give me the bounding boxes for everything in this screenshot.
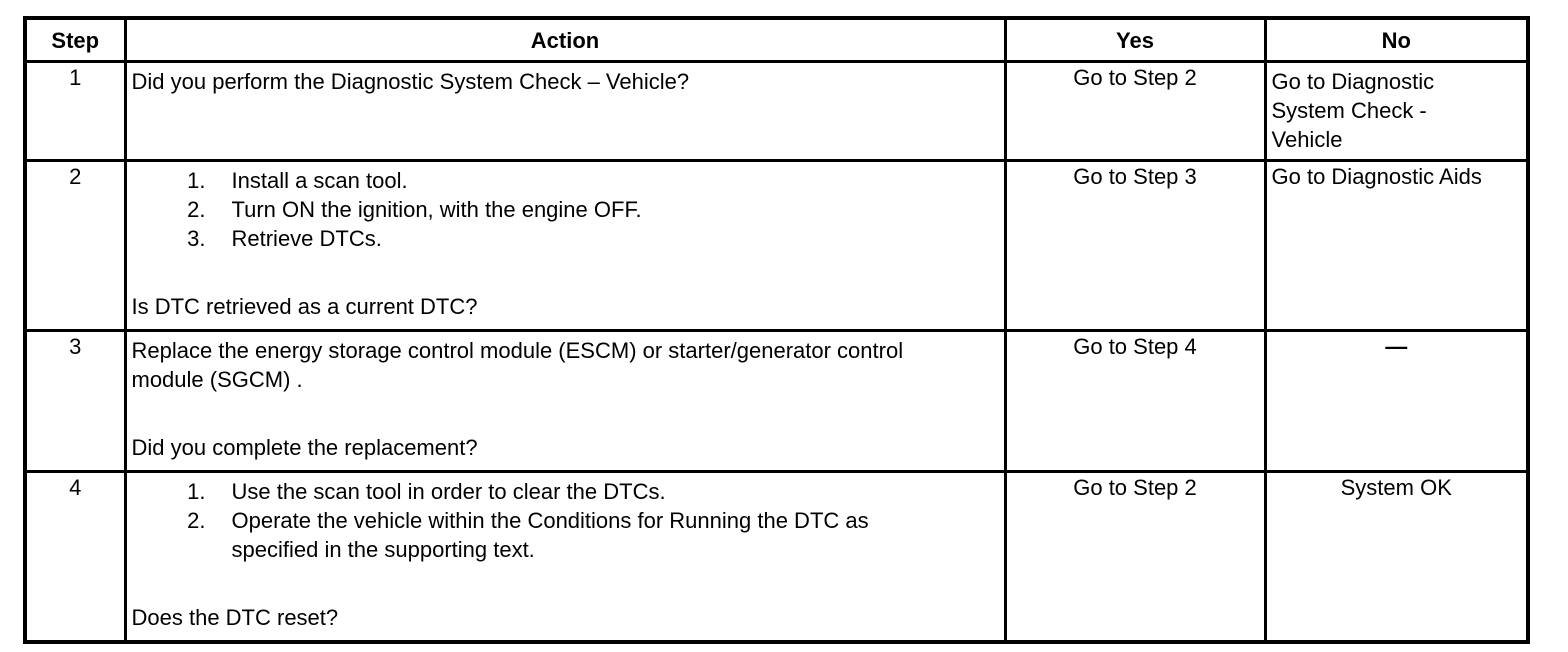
instruction-list bbox=[132, 477, 999, 564]
header-no: No bbox=[1265, 18, 1528, 62]
header-action: Action bbox=[125, 18, 1005, 62]
list-item bbox=[132, 195, 999, 224]
list-item bbox=[132, 477, 999, 506]
action-question: Does the DTC reset? bbox=[131, 605, 339, 630]
step-number: 4 bbox=[25, 472, 125, 643]
action-text: Did you perform the Diagnostic System Check – Vehicle? bbox=[131, 69, 690, 94]
list-number: 2. bbox=[187, 197, 206, 222]
list-text: Retrieve DTCs. bbox=[231, 226, 382, 251]
no-cell: — bbox=[1265, 331, 1528, 472]
action-cell bbox=[125, 331, 1005, 472]
yes-cell: Go to Step 3 bbox=[1005, 161, 1265, 331]
list-number: 2. bbox=[187, 508, 206, 533]
list-item bbox=[132, 506, 999, 564]
list-text: Use the scan tool in order to clear the DTCs. bbox=[231, 479, 666, 504]
list-number: 1. bbox=[187, 168, 206, 193]
header-yes: Yes bbox=[1005, 18, 1265, 62]
list-text: Operate the vehicle within the Conditions for Running the DTC as specified in the supporting text. bbox=[231, 508, 869, 562]
action-question: Is DTC retrieved as a current DTC? bbox=[131, 294, 478, 319]
header-row bbox=[25, 18, 1528, 62]
list-number: 1. bbox=[187, 479, 206, 504]
table-row bbox=[25, 331, 1528, 472]
action-cell bbox=[125, 161, 1005, 331]
list-text: Turn ON the ignition, with the engine OFF. bbox=[231, 197, 642, 222]
header-step: Step bbox=[25, 18, 125, 62]
action-cell bbox=[125, 472, 1005, 643]
diagnostic-table bbox=[23, 16, 1530, 644]
table-row bbox=[25, 472, 1528, 643]
instruction-list bbox=[132, 166, 999, 253]
step-number: 3 bbox=[25, 331, 125, 472]
list-number: 3. bbox=[187, 226, 206, 251]
action-question: Did you complete the replacement? bbox=[131, 435, 478, 460]
table-row bbox=[25, 62, 1528, 161]
list-text: Install a scan tool. bbox=[231, 168, 408, 193]
no-cell: System OK bbox=[1265, 472, 1528, 643]
list-item bbox=[132, 166, 999, 195]
no-cell: Go to Diagnostic Aids bbox=[1265, 161, 1528, 331]
table-row bbox=[25, 161, 1528, 331]
step-number: 1 bbox=[25, 62, 125, 161]
no-cell: Go to Diagnostic System Check - Vehicle bbox=[1265, 62, 1528, 161]
action-cell bbox=[125, 62, 1005, 161]
yes-cell: Go to Step 2 bbox=[1005, 62, 1265, 161]
action-text: Replace the energy storage control module (ESCM) or starter/generator control module (SGCM) . bbox=[131, 338, 904, 392]
yes-cell: Go to Step 4 bbox=[1005, 331, 1265, 472]
list-item bbox=[132, 224, 999, 253]
yes-cell: Go to Step 2 bbox=[1005, 472, 1265, 643]
step-number: 2 bbox=[25, 161, 125, 331]
